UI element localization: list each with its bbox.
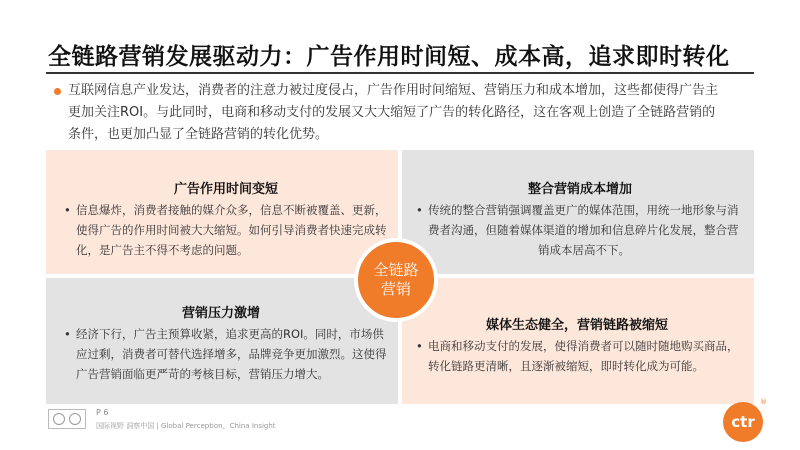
quadrant-line: 经济下行，广告主预算收紧，追求更高的ROI。同时，市场供 (76, 327, 384, 341)
quadrant-line: 信息爆炸，消费者接触的媒介众多，信息不断被覆盖、更新， (76, 203, 387, 217)
badge-circle-icon (53, 413, 65, 425)
center-circle (354, 238, 438, 322)
quadrant-line: 应过剩，消费者可替代选择增多，品牌竞争更加激烈。这使得 (76, 347, 387, 361)
quadrant-line: 电商和移动支付的发展，使得消费者可以随时随地购买商品， (428, 339, 739, 353)
certification-badge-icon (48, 409, 86, 429)
center-label-line-2: 营销 (380, 280, 411, 298)
registered-mark: ® (760, 398, 767, 406)
quadrant-line: 传统的整合营销强调覆盖更广的媒体范围，用统一地形象与消 (428, 203, 739, 217)
quadrant-line: 销成本居高不下。 (538, 243, 630, 257)
ctr-logo: ctr (723, 402, 763, 442)
intro-line-1: 互联网信息产业发达，消费者的注意力被过度侵占，广告作用时间缩短、营销压力和成本增加，这些都使得广告主 (68, 83, 719, 98)
slide-title: 全链路营销发展驱动力：广告作用时间短、成本高，追求即时转化 (48, 44, 730, 70)
quadrant-marketing-pressure (46, 278, 398, 404)
quadrant-line: 化，是广告主不得不考虑的问题。 (76, 243, 249, 257)
footer-tagline: 国际视野 洞察中国 | Global Perception，China Insight (96, 422, 276, 430)
bullet-icon: • (64, 327, 71, 341)
quadrant-line: 广告营销面临更严苛的考核目标，营销压力增大。 (76, 367, 329, 381)
quadrant-title: 整合营销成本增加 (528, 182, 633, 197)
quadrant-media-ecosystem (402, 278, 754, 404)
center-label-line-1: 全链路 (373, 261, 419, 279)
intro-paragraph (54, 80, 754, 146)
quadrant-line: 使得广告的作用时间被大大缩短。如何引导消费者快速完成转 (76, 223, 387, 237)
bullet-icon: • (416, 339, 423, 353)
quadrant-body (64, 200, 392, 260)
bullet-dot-icon (54, 88, 61, 95)
bullet-icon: • (416, 203, 423, 217)
badge-circle-icon (69, 413, 81, 425)
intro-line-3: 条件，也更加凸显了全链路营销的转化优势。 (68, 127, 329, 142)
page-number: P 6 (96, 408, 109, 417)
bullet-icon: • (64, 203, 71, 217)
quadrant-title: 营销压力激增 (182, 306, 261, 321)
quadrant-ad-time-shortened (46, 150, 398, 274)
quadrant-body (416, 336, 748, 376)
quadrant-integrated-cost (402, 150, 754, 274)
quadrant-line: 转化链路更清晰，且逐渐被缩短，即时转化成为可能。 (428, 359, 704, 373)
title-divider (46, 72, 754, 74)
quadrant-title: 广告作用时间变短 (174, 182, 279, 197)
quadrant-body (416, 200, 748, 260)
quadrant-title: 媒体生态健全，营销链路被缩短 (486, 318, 669, 333)
quadrant-line: 费者沟通，但随着媒体渠道的增加和信息碎片化发展，整合营 (428, 223, 739, 237)
quadrant-body (64, 324, 392, 384)
intro-line-2: 更加关注ROI。与此同时，电商和移动支付的发展又大大缩短了广告的转化路径，这在客观上创造了全链路营销的 (68, 105, 716, 120)
